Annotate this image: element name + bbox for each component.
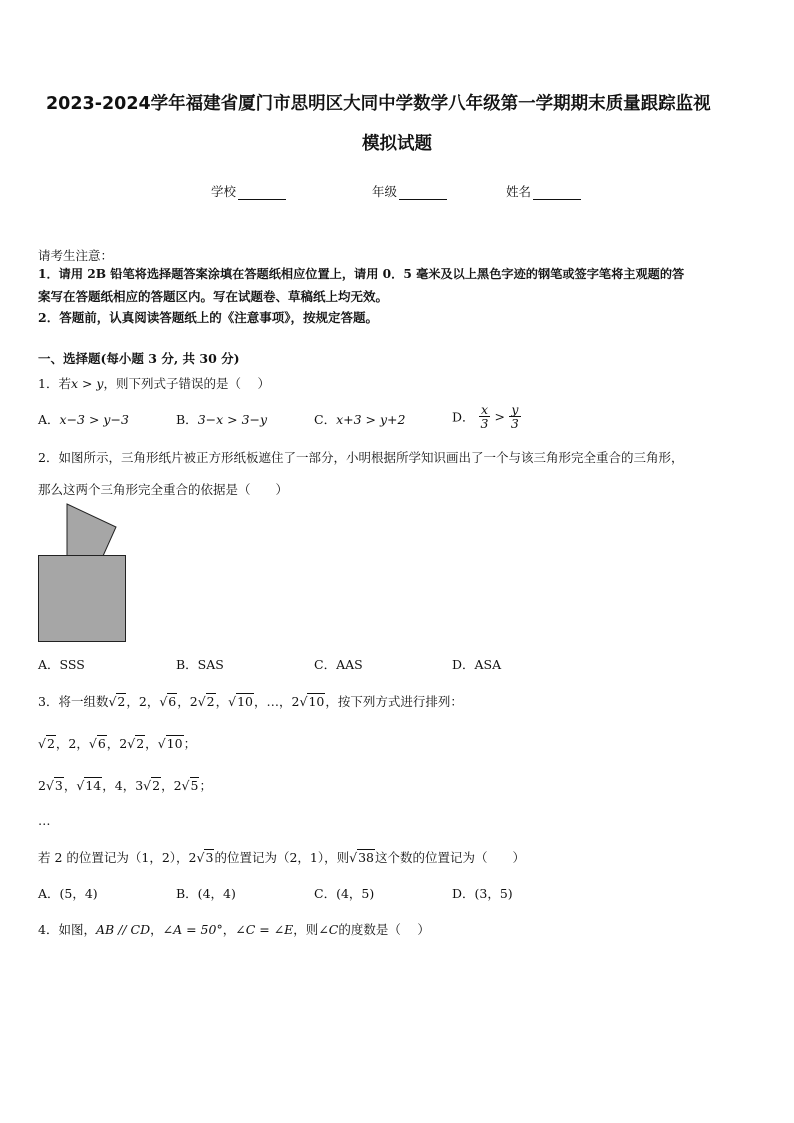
q3-row-1: √2，2，√6，2√2，√10； [38, 736, 197, 751]
notice-item-1-line-2: 案写在答题纸相应的答题区内。写在试题卷、草稿纸上均无效。 [38, 289, 389, 304]
q3-ellipsis: … [38, 813, 51, 828]
triangle-square-figure [36, 500, 128, 646]
q1-option-a[interactable]: A．x−3 > y−3 [38, 412, 129, 427]
q2-option-a[interactable]: A．SSS [38, 657, 85, 672]
section-heading: 一、选择题(每小题 3 分, 共 30 分) [38, 351, 240, 366]
q2-option-d[interactable]: D．ASA [452, 657, 502, 672]
grade-field[interactable]: 年级 [372, 182, 447, 200]
name-field[interactable]: 姓名 [506, 182, 581, 200]
q3-option-a[interactable]: A．(5，4) [38, 886, 98, 901]
question-2-line-1: 2．如图所示，三角形纸片被正方形纸板遮住了一部分，小明根据所学知识画出了一个与该三角形完全重合的三角形， [38, 450, 684, 465]
school-field[interactable]: 学校 [211, 182, 286, 200]
question-3: 3．将一组数√2，2，√6，2√2，√10，…，2√10，按下列方式进行排列： [38, 694, 463, 709]
q2-option-b[interactable]: B．SAS [176, 657, 224, 672]
q3-option-c[interactable]: C．(4，5) [314, 886, 375, 901]
q1-option-b[interactable]: B．3−x > 3−y [176, 412, 268, 427]
question-4: 4．如图，AB // CD，∠A = 50°，∠C = ∠E，则∠C的度数是（ ） [38, 922, 430, 937]
triangle-piece [67, 504, 116, 556]
notice-item-2: 2．答题前，认真阅读答题纸上的《注意事项》，按规定答题。 [38, 310, 378, 325]
square-board [39, 556, 126, 642]
q1-option-c[interactable]: C．x+3 > y+2 [314, 412, 406, 427]
q3-row-2: 2√3，√14，4，3√2，2√5； [38, 778, 212, 793]
q3-option-b[interactable]: B．(4，4) [176, 886, 236, 901]
question-2-line-2: 那么这两个三角形完全重合的依据是（ ） [38, 482, 289, 497]
notice-item-1-line-1: 1．请用 2B 铅笔将选择题答案涂填在答题纸相应位置上，请用 0．5 毫米及以上黑色字迹的钢笔或签字笔将主观题的答 [38, 267, 685, 281]
notice-heading: 请考生注意： [38, 248, 114, 263]
question-1: 1．若x > y，则下列式子错误的是（ ） [38, 376, 270, 391]
q3-question-line: 若 2 的位置记为（1，2），2√3的位置记为（2，1），则√38这个数的位置记为（ ） [38, 850, 525, 865]
q1-option-d[interactable]: D． $\frac{x}{3}$ > $\frac{y}{3}$ [452, 402, 519, 432]
title-line-2: 模拟试题 [362, 134, 432, 154]
q3-option-d[interactable]: D．(3，5) [452, 886, 513, 901]
title-line-1: 2023-2024学年福建省厦门市思明区大同中学数学八年级第一学期期末质量跟踪监视 [46, 94, 711, 114]
q2-option-c[interactable]: C．AAS [314, 657, 363, 672]
